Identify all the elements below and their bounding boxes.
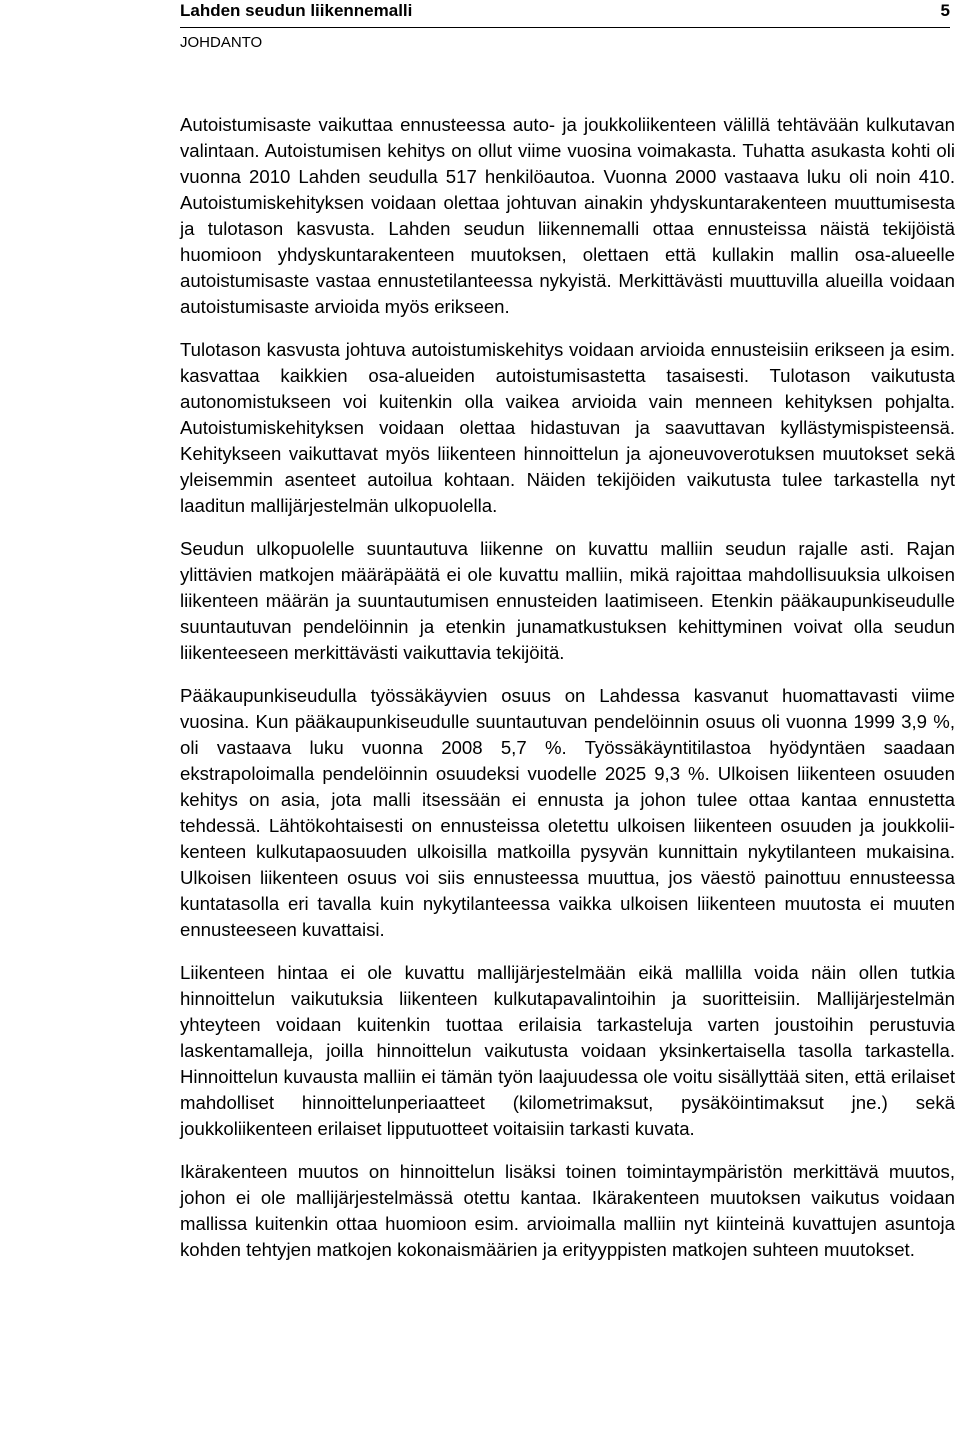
paragraph: Tulotason kasvusta johtuva autoistumiskehitys voidaan arvioida ennusteisiin erikseen ja esim. kasvattaa kaikkien osa-alueiden autoistumisastetta tasaisesti. Tulotason vaikutusta autonomistukseen voi kuitenkin olla vaikea arvioida vain menneen kehityksen pohjalta. Autoistumiskehityksen voidaan olettaa hidastuvan ja saavuttavan kyllästymispisteensä. Kehitykseen vaikuttavat myös liikenteen hinnoittelun ja ajoneuvoverotuksen muutokset sekä yleisemmin asenteet autoilua kohtaan. Näiden tekijöiden vaikutusta tulee tarkastella nyt laaditun mallijärjestelmän ulkopuolella.: [180, 339, 955, 516]
paragraph: Pääkaupunkiseudulla työssäkäyvien osuus on Lahdessa kasvanut huomattavasti viime vuosina. Kun pääkaupunkiseudulle suuntautuvan pendelöinnin osuus oli vuonna 1999 3,9 %, oli vastaava luku vuonna 2008 5,7 %. Työssäkäyntitilastoa hyödyntäen saadaan ekstrapoloimalla pendelöinnin osuudeksi vuodelle 2025 9,3 %. Ulkoisen liikenteen osuuden kehitys on asia, jota malli itsessään ei ennusta ja johon tulee ottaa kantaa ennustetta tehdessä. Lähtökohtaisesti on ennusteissa oletettu ulkoisen liikenteen osuuden ja joukkoliikenteen kulkutapaosuuden ulkoisilla matkoilla pysyvän kunnittain nykytilanteen mukaisina. Ulkoisen liikenteen osuus voi siis ennusteessa muuttua, jos väestö painottuu ennusteessa kuntatasolla eri tavalla kuin nykytilanteessa vaikka ulkoisen liikenteen muutosta ei muuten ennusteeseen kuvattaisi.: [180, 685, 955, 940]
paragraph: Ikärakenteen muutos on hinnoittelun lisäksi toinen toimintaympäristön merkittävä muutos, johon ei ole mallijärjestelmässä otettu kantaa. Ikärakenteen muutoksen vaikutus voidaan mallissa kuitenkin ottaa huomioon esim. arvioimalla malliin nyt kiinteinä kuvattujen asuntoja kohden tehtyjen matkojen kokonaismäärien ja erityyppisten matkojen suhteen muutokset.: [180, 1161, 955, 1260]
header-divider: [180, 27, 950, 28]
page-header: [0, 0, 960, 62]
paragraph: Liikenteen hintaa ei ole kuvattu mallijärjestelmään eikä mallilla voida näin ollen tutkia hinnoittelun vaikutuksia liikenteen kulkutapavalintoihin ja suoritteisiin. Mallijärjestelmän yhteyteen voidaan kuitenkin tuottaa erilaisia tarkasteluja varten joustoihin perustuvia laskentamalleja, joilla hinnoittelun vaikutusta voidaan yksinkertaisella tasolla tarkastella. Hinnoittelun kuvausta malliin ei tämän työn laajuudessa ole voitu sisällyttää siten, että erilaiset mahdolliset hinnoittelunperiaatteet (kilometrimaksut, pysäköintimaksut jne.) sekä joukkoliikenteen erilaiset lipputuotteet voitaisiin tarkasti kuvata.: [180, 962, 955, 1139]
section-heading: JOHDANTO: [180, 34, 263, 51]
page-number: 5: [940, 1, 950, 20]
paragraph: Seudun ulkopuolelle suuntautuva liikenne on kuvattu malliin seudun rajalle asti. Rajan ylittävien matkojen määräpäätä ei ole kuvattu malliin, mikä rajoittaa mahdollisuuksia ulkoisen liikenteen määrän ja suuntautumisen ennusteiden laatimiseen. Etenkin pääkaupunkiseudulle suuntautuvan pendelöinnin ja etenkin junamatkustuksen kehittyminen voivat olla seudun liikenteeseen merkittävästi vaikuttavia tekijöitä.: [180, 538, 955, 663]
document-body: [180, 112, 955, 1280]
paragraph: Autoistumisaste vaikuttaa ennusteessa auto- ja joukkoliikenteen välillä tehtävään kulkutavan valintaan. Autoistumisen kehitys on ollut viime vuosina voimakasta. Tuhatta asukasta kohti oli vuonna 2010 Lahden seudulla 517 henkilöautoa. Vuonna 2000 vastaava luku oli noin 410. Autoistumiskehityksen voidaan olettaa johtuvan ainakin yhdyskuntarakenteen muuttumisesta ja tulotason kasvusta. Lahden seudun liikennemalli ottaa ennusteissa näistä tekijöistä huomioon yhdyskuntarakenteen muutoksen, olettaen että kullakin mallin osa-alueelle autoistumisaste vastaa ennustetilanteessa nykyistä. Merkittävästi muuttuvilla alueilla voidaan autoistumisaste arvioida myös erikseen.: [180, 114, 955, 317]
document-title: Lahden seudun liikennemalli: [180, 1, 413, 20]
